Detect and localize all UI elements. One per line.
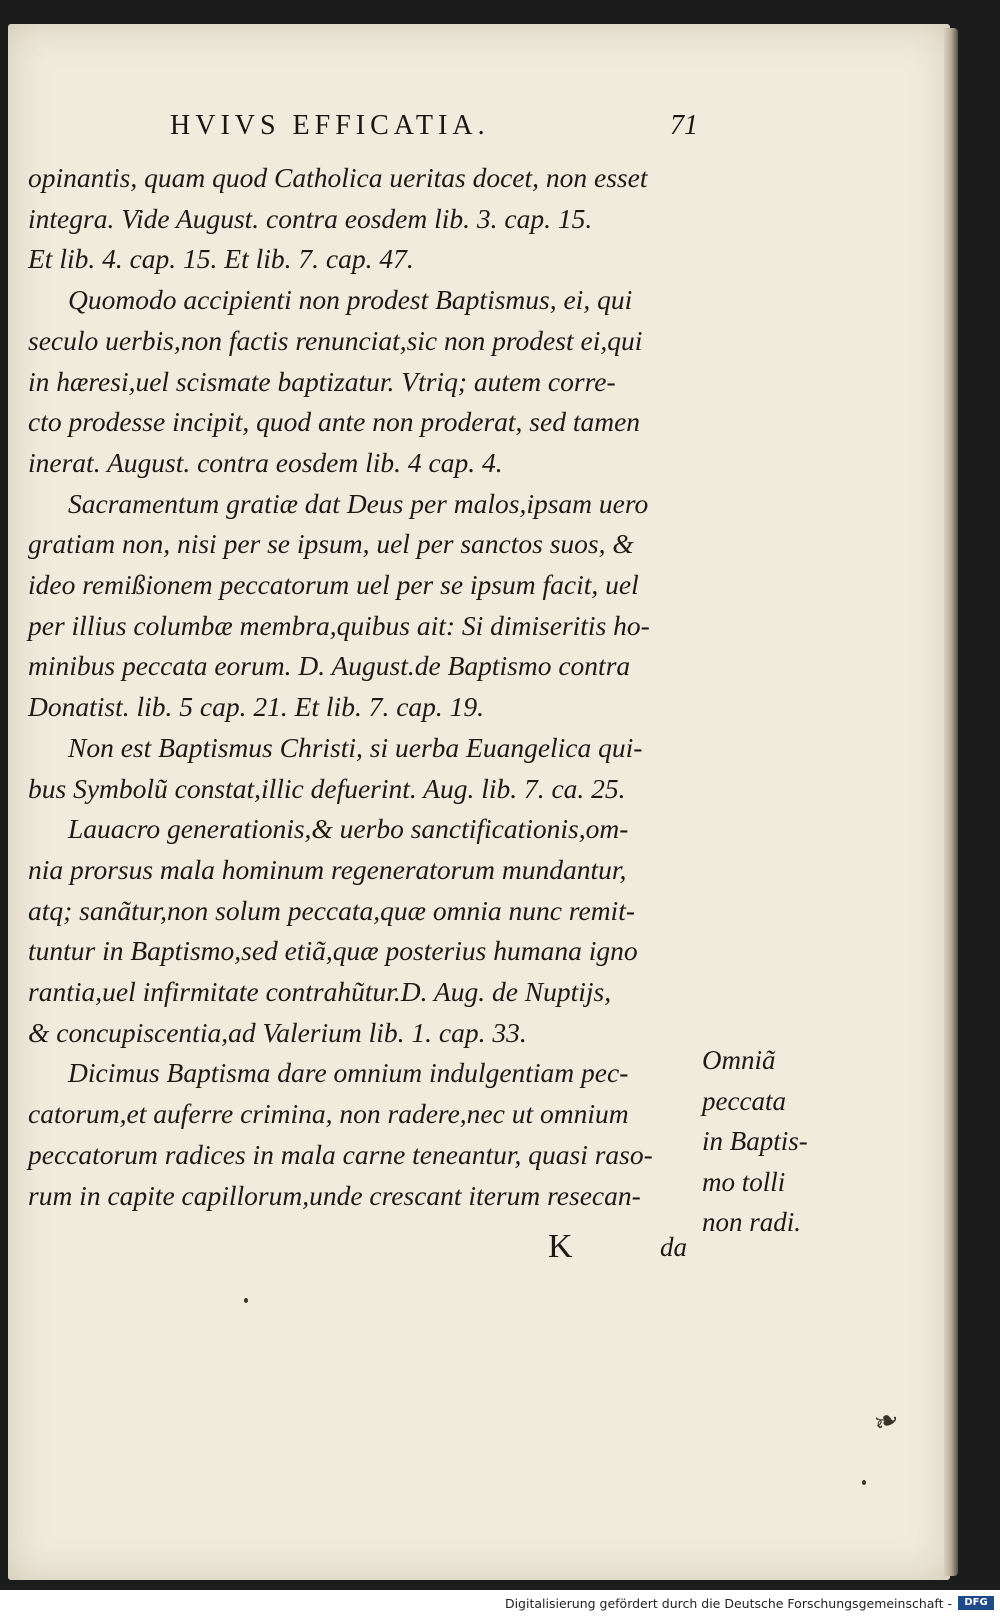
text-line: peccatorum radices in mala carne teneantur, quasi raso- [28,1138,653,1170]
marginal-note [702,1040,822,1243]
text-line: in hæresi,uel scismate baptizatur. Vtriq; autem corre- [28,365,616,397]
text-line: opinantis, quam quod Catholica ueritas docet, non esset [28,162,648,193]
text-line: gratiam non, nisi per se ipsum, uel per sanctos suos, & [28,528,634,560]
ink-speck [244,1298,248,1303]
text-line: Sacramentum gratiæ dat Deus per malos,ipsam uero [68,487,649,519]
text-line: Et lib. 4. cap. 15. Et lib. 7. cap. 47. [28,243,414,275]
signature-mark: K [548,1228,573,1265]
text-line: Quomodo accipienti non prodest Baptismus, ei, qui [68,284,633,316]
marginal-line: peccata [702,1085,786,1116]
catchword: da [660,1232,687,1262]
text-line: Lauacro generationis,& uerbo sanctificationis,om- [68,813,629,845]
pen-scribble-icon: ❧ [868,1400,905,1443]
text-line: Non est Baptismus Christi, si uerba Euangelica qui- [68,731,643,763]
text-line: rantia,uel infirmitate contrahũtur.D. Aug. de Nuptijs, [28,976,612,1008]
marginal-line: in Baptis- [702,1126,808,1156]
digitization-credit: Digitalisierung gefördert durch die Deutsche Forschungsgemeinschaft - [504,1596,952,1611]
text-line: integra. Vide August. contra eosdem lib. 3. cap. 15. [28,202,593,234]
marginal-line: non radi. [702,1207,802,1237]
text-line: bus Symbolũ constat,illic defuerint. Aug. lib. 7. ca. 25. [28,772,626,804]
page-edge [944,28,958,1576]
text-line: tuntur in Baptismo,sed etiã,quæ posterius humana igno [28,935,638,967]
page-number: 71 [670,110,698,141]
text-line: inerat. August. contra eosdem lib. 4 cap. 4. [28,446,503,478]
text-line: atq; sanãtur,non solum peccata,quæ omnia nunc remit- [28,894,635,926]
text-line: ideo remißionem peccatorum uel per se ipsum facit, uel [28,569,639,601]
text-line: Dicimus Baptisma dare omnium indulgentiam pec- [68,1057,629,1089]
marginal-line: mo tolli [702,1166,786,1197]
text-line: per illius columbæ membra,quibus ait: Si dimiseritis ho- [28,609,650,641]
running-head: HVIVS EFFICATIA. [170,110,490,141]
text-line: seculo uerbis,non factis renunciat,sic non prodest ei,qui [28,324,643,356]
ink-speck [862,1480,866,1485]
text-line: minibus peccata eorum. D. August.de Baptismo contra [28,650,631,682]
text-line: nia prorsus mala hominum regeneratorum mundantur, [28,853,627,885]
dfg-logo: DFG [958,1596,994,1610]
text-line: & concupiscentia,ad Valerium lib. 1. cap. 33. [28,1016,527,1048]
text-line: cto prodesse incipit, quod ante non proderat, sed tamen [28,406,641,438]
text-line: catorum,et auferre crimina, non radere,nec ut omnium [28,1098,629,1130]
marginal-line: Omniã [702,1045,776,1075]
body-text [28,158,708,1216]
text-line: rum in capite capillorum,unde crescant iterum resecan- [28,1179,641,1211]
text-line: Donatist. lib. 5 cap. 21. Et lib. 7. cap. 19. [28,691,485,723]
